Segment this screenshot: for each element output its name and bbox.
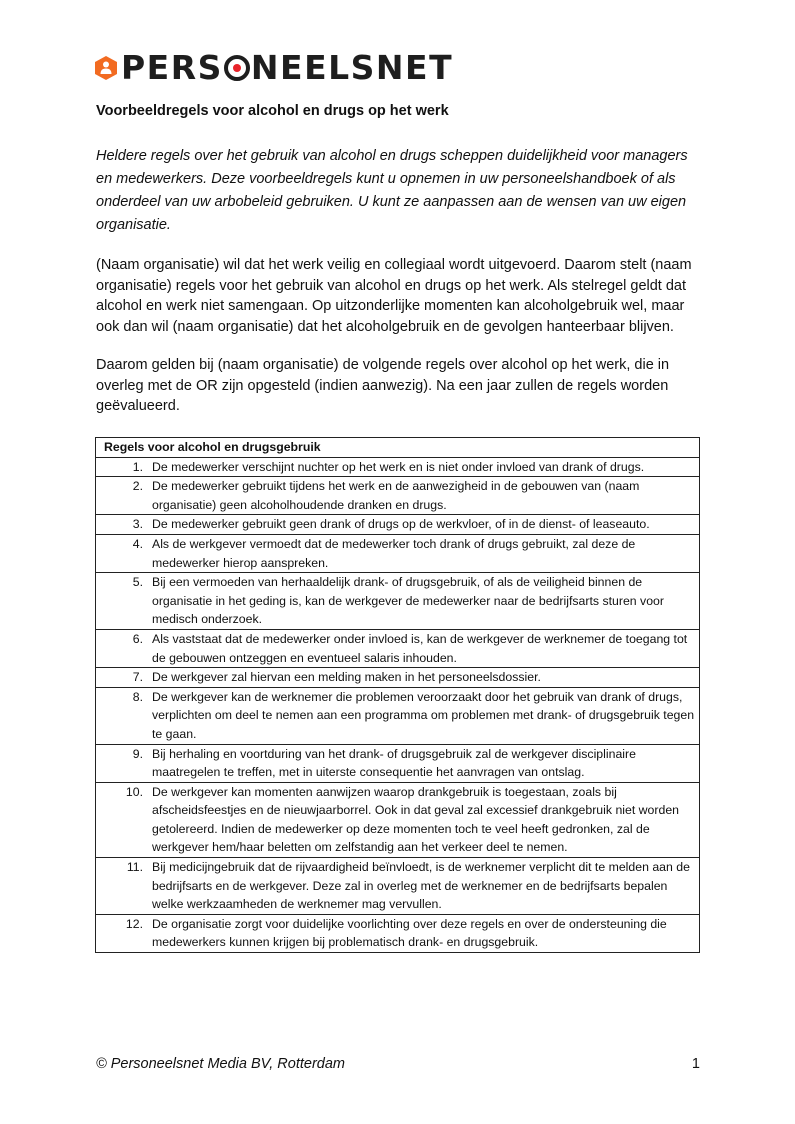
rule-row	[96, 515, 700, 535]
rule-number: 9.	[96, 744, 153, 782]
body-paragraph-1: (Naam organisatie) wil dat het werk veilig en collegiaal wordt uitgevoerd. Daarom stelt (naam organisatie) regels voor het gebruik van alcohol en drugs op het werk. Als stelregel geldt dat alcohol en werk niet samengaan. Op uitzonderlijke momenten kan alcoholgebruik wel, maar ook dan wil (naam organisatie) dat het alcoholgebruik en de gevolgen hanteerbaar blijven.	[96, 257, 692, 335]
rule-row	[96, 914, 700, 952]
body-paragraph-2: Daarom gelden bij (naam organisatie) de volgende regels over alcohol op het werk, die in overleg met de OR zijn opgesteld (indien aanwezig). Na een jaar zullen de regels worden geëvalueerd.	[96, 357, 670, 414]
rule-text: De organisatie zorgt voor duidelijke voorlichting over deze regels en over de ondersteuning die medewerkers kunnen krijgen bij problematisch drank- en drugsgebruik.	[152, 914, 700, 952]
rule-text: De werkgever zal hiervan een melding maken in het personeelsdossier.	[152, 668, 700, 688]
footer-copyright: © Personeelsnet Media BV, Rotterdam	[96, 1056, 345, 1072]
rule-text: Bij een vermoeden van herhaaldelijk drank- of drugsgebruik, of als de veiligheid binnen de organisatie in het geding is, kan de werkgever de medewerker naar de bedrijfsarts sturen voor medisch onderzoek.	[152, 573, 700, 630]
rule-text: Bij herhaling en voortduring van het drank- of drugsgebruik zal de werkgever disciplinaire maatregelen te treffen, met in uiterste consequentie het aanvragen van ontslag.	[152, 744, 700, 782]
rule-text: Als de werkgever vermoedt dat de medewerker toch drank of drugs gebruikt, zal deze de medewerker hierop aanspreken.	[152, 534, 700, 572]
rule-row	[96, 573, 700, 630]
rule-number: 11.	[96, 858, 153, 915]
rule-row	[96, 477, 700, 515]
rule-number: 3.	[96, 515, 153, 535]
rule-row	[96, 534, 700, 572]
page-number: 1	[691, 1056, 700, 1072]
rule-number: 10.	[96, 782, 153, 857]
rule-row	[96, 858, 700, 915]
logo-text-part2: NEELSNET	[250, 48, 454, 87]
rule-text: De medewerker gebruikt geen drank of drugs op de werkvloer, of in de dienst- of leaseauto.	[152, 515, 700, 535]
logo-wordmark	[121, 50, 453, 86]
logo-text-part1: PERS	[121, 48, 223, 87]
personeelsnet-logo	[95, 50, 453, 86]
rule-number: 8.	[96, 687, 153, 744]
rule-number: 7.	[96, 668, 153, 688]
rule-text: De werkgever kan momenten aanwijzen waarop drankgebruik is toegestaan, zoals bij afscheidsfeestjes en de nieuwjaarborrel. Ook in dat geval zal excessief drankgebruik niet worden getolereerd. Indien de medewerker op deze momenten toch te veel heeft gedronken, zal de werkgever hem/haar beletten om zelfstandig aan het verkeer deel te nemen.	[152, 782, 700, 857]
person-hexagon-icon	[95, 56, 117, 80]
rule-number: 6.	[96, 629, 153, 667]
rule-text: De werkgever kan de werknemer die problemen veroorzaakt door het gebruik van drank of drugs, verplichten om deel te nemen aan een programma om problemen met drank- of drugsgebruik tegen te gaan.	[152, 687, 700, 744]
rules-table-header: Regels voor alcohol en drugsgebruik	[96, 438, 700, 458]
rule-text: De medewerker gebruikt tijdens het werk en de aanwezigheid in de gebouwen van (naam organisatie) geen alcoholhoudende dranken en drugs.	[152, 477, 700, 515]
rule-number: 12.	[96, 914, 153, 952]
rule-number: 1.	[96, 457, 153, 477]
rule-row	[96, 782, 700, 857]
rule-row	[96, 629, 700, 667]
rule-text: De medewerker verschijnt nuchter op het werk en is niet onder invloed van drank of drugs.	[152, 457, 700, 477]
rule-number: 2.	[96, 477, 153, 515]
rule-text: Als vaststaat dat de medewerker onder invloed is, kan de werkgever de werknemer de toegang tot de gebouwen ontzeggen en eventueel salaris inhouden.	[152, 629, 700, 667]
logo-target-icon	[224, 55, 250, 81]
page-footer	[96, 1056, 700, 1072]
rules-table-header-row	[96, 438, 700, 458]
rule-number: 5.	[96, 573, 153, 630]
document-title: Voorbeeldregels voor alcohol en drugs op het werk	[96, 103, 449, 119]
rules-table	[95, 437, 700, 953]
rule-row	[96, 668, 700, 688]
rule-row	[96, 457, 700, 477]
intro-paragraph: Heldere regels over het gebruik van alcohol en drugs scheppen duidelijkheid voor managers en medewerkers. Deze voorbeeldregels kunt u opnemen in uw personeelshandboek of als onderdeel van uw arbobeleid gebruiken. U kunt ze aanpassen aan de wensen van uw eigen organisatie.	[96, 148, 688, 233]
rule-text: Bij medicijngebruik dat de rijvaardigheid beïnvloedt, is de werknemer verplicht dit te melden aan de bedrijfsarts en de werkgever. Deze zal in overleg met de werknemer en de bedrijfsarts bepalen welke werkzaamheden de werknemer mag vervullen.	[152, 858, 700, 915]
rule-row	[96, 744, 700, 782]
rule-number: 4.	[96, 534, 153, 572]
rule-row	[96, 687, 700, 744]
